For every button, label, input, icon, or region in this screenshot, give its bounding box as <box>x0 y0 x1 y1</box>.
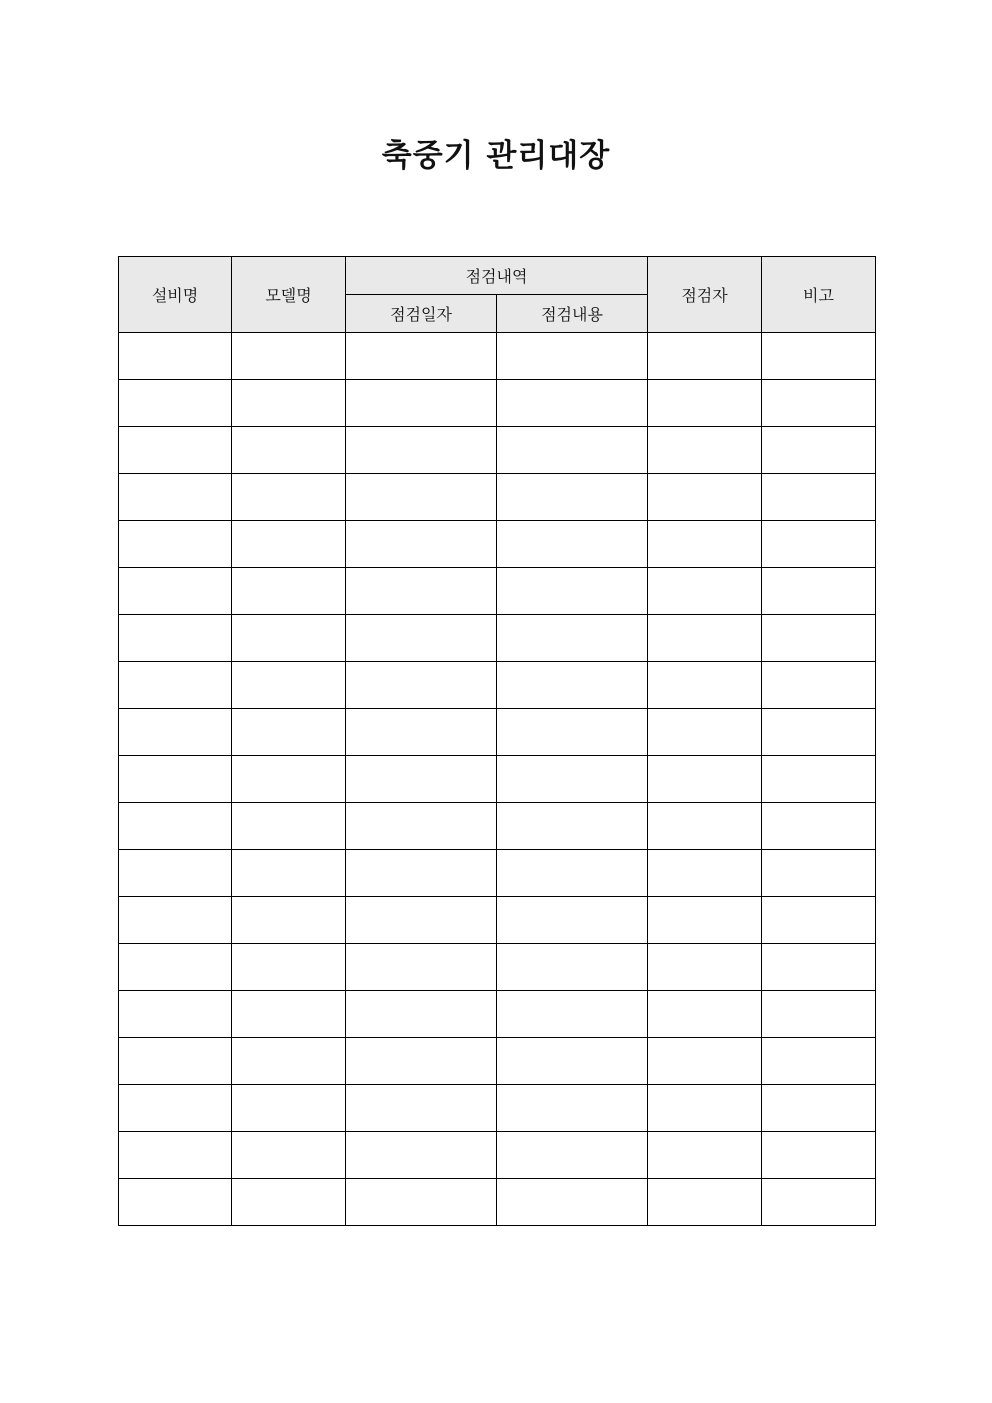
cell-inspection-content[interactable] <box>497 1179 648 1226</box>
cell-equipment-name[interactable] <box>119 662 232 709</box>
cell-equipment-name[interactable] <box>119 521 232 568</box>
cell-inspection-content[interactable] <box>497 803 648 850</box>
cell-remarks[interactable] <box>762 380 876 427</box>
table-row <box>119 333 876 380</box>
cell-model-name[interactable] <box>232 427 346 474</box>
cell-inspection-content[interactable] <box>497 662 648 709</box>
cell-inspector[interactable] <box>648 615 762 662</box>
cell-inspector[interactable] <box>648 709 762 756</box>
cell-remarks[interactable] <box>762 1132 876 1179</box>
cell-model-name[interactable] <box>232 568 346 615</box>
cell-inspector[interactable] <box>648 427 762 474</box>
table-row <box>119 850 876 897</box>
cell-equipment-name[interactable] <box>119 568 232 615</box>
cell-inspection-content[interactable] <box>497 1038 648 1085</box>
cell-inspector[interactable] <box>648 1038 762 1085</box>
cell-inspection-date[interactable] <box>346 380 497 427</box>
cell-inspector[interactable] <box>648 897 762 944</box>
cell-model-name[interactable] <box>232 1038 346 1085</box>
table-row <box>119 474 876 521</box>
cell-model-name[interactable] <box>232 333 346 380</box>
cell-inspector[interactable] <box>648 850 762 897</box>
cell-inspection-content[interactable] <box>497 568 648 615</box>
cell-inspection-date[interactable] <box>346 897 497 944</box>
cell-inspector[interactable] <box>648 568 762 615</box>
table-row <box>119 1038 876 1085</box>
cell-model-name[interactable] <box>232 850 346 897</box>
table-row <box>119 944 876 991</box>
table-row <box>119 803 876 850</box>
cell-inspector[interactable] <box>648 380 762 427</box>
cell-inspection-date[interactable] <box>346 1038 497 1085</box>
header-inspection-date: 점검일자 <box>346 295 497 333</box>
table-row <box>119 521 876 568</box>
cell-model-name[interactable] <box>232 897 346 944</box>
cell-remarks[interactable] <box>762 333 876 380</box>
cell-equipment-name[interactable] <box>119 427 232 474</box>
cell-model-name[interactable] <box>232 709 346 756</box>
cell-model-name[interactable] <box>232 1179 346 1226</box>
cell-remarks[interactable] <box>762 1038 876 1085</box>
cell-inspection-date[interactable] <box>346 756 497 803</box>
cell-equipment-name[interactable] <box>119 380 232 427</box>
cell-model-name[interactable] <box>232 803 346 850</box>
cell-equipment-name[interactable] <box>119 897 232 944</box>
cell-remarks[interactable] <box>762 474 876 521</box>
table-body <box>119 333 876 1226</box>
cell-equipment-name[interactable] <box>119 756 232 803</box>
cell-equipment-name[interactable] <box>119 850 232 897</box>
cell-inspection-date[interactable] <box>346 1085 497 1132</box>
cell-remarks[interactable] <box>762 568 876 615</box>
cell-remarks[interactable] <box>762 991 876 1038</box>
table-header <box>119 257 876 333</box>
cell-equipment-name[interactable] <box>119 991 232 1038</box>
cell-inspection-date[interactable] <box>346 1132 497 1179</box>
header-inspection-content: 점검내용 <box>497 295 648 333</box>
table-row <box>119 615 876 662</box>
cell-inspector[interactable] <box>648 1179 762 1226</box>
cell-inspection-content[interactable] <box>497 897 648 944</box>
cell-remarks[interactable] <box>762 897 876 944</box>
cell-inspector[interactable] <box>648 944 762 991</box>
cell-inspection-date[interactable] <box>346 709 497 756</box>
cell-inspection-date[interactable] <box>346 1179 497 1226</box>
cell-equipment-name[interactable] <box>119 1132 232 1179</box>
cell-model-name[interactable] <box>232 521 346 568</box>
header-inspection-history: 점검내역 <box>346 257 648 295</box>
cell-inspector[interactable] <box>648 1132 762 1179</box>
cell-inspector[interactable] <box>648 333 762 380</box>
cell-inspection-content[interactable] <box>497 474 648 521</box>
cell-inspection-date[interactable] <box>346 850 497 897</box>
cell-inspection-date[interactable] <box>346 662 497 709</box>
cell-inspection-content[interactable] <box>497 709 648 756</box>
management-ledger-table <box>118 256 876 1226</box>
cell-inspection-date[interactable] <box>346 474 497 521</box>
cell-remarks[interactable] <box>762 427 876 474</box>
cell-inspection-date[interactable] <box>346 568 497 615</box>
table-row <box>119 756 876 803</box>
cell-model-name[interactable] <box>232 756 346 803</box>
cell-inspection-date[interactable] <box>346 803 497 850</box>
cell-inspection-date[interactable] <box>346 991 497 1038</box>
cell-inspector[interactable] <box>648 756 762 803</box>
cell-model-name[interactable] <box>232 615 346 662</box>
cell-inspection-content[interactable] <box>497 944 648 991</box>
cell-remarks[interactable] <box>762 944 876 991</box>
cell-inspection-date[interactable] <box>346 427 497 474</box>
table-row <box>119 1085 876 1132</box>
cell-model-name[interactable] <box>232 474 346 521</box>
cell-model-name[interactable] <box>232 1132 346 1179</box>
cell-inspection-content[interactable] <box>497 1132 648 1179</box>
cell-inspection-content[interactable] <box>497 991 648 1038</box>
cell-remarks[interactable] <box>762 521 876 568</box>
cell-inspection-date[interactable] <box>346 944 497 991</box>
cell-inspection-date[interactable] <box>346 521 497 568</box>
cell-inspection-date[interactable] <box>346 333 497 380</box>
header-inspector: 점검자 <box>648 257 762 333</box>
cell-remarks[interactable] <box>762 709 876 756</box>
cell-inspector[interactable] <box>648 662 762 709</box>
cell-equipment-name[interactable] <box>119 709 232 756</box>
cell-inspector[interactable] <box>648 1085 762 1132</box>
table-row <box>119 897 876 944</box>
cell-equipment-name[interactable] <box>119 615 232 662</box>
cell-model-name[interactable] <box>232 662 346 709</box>
cell-equipment-name[interactable] <box>119 1179 232 1226</box>
header-model-name: 모델명 <box>232 257 346 333</box>
cell-inspection-content[interactable] <box>497 427 648 474</box>
table-row <box>119 991 876 1038</box>
cell-remarks[interactable] <box>762 615 876 662</box>
cell-inspection-content[interactable] <box>497 521 648 568</box>
header-row-top <box>119 257 876 295</box>
cell-inspection-content[interactable] <box>497 380 648 427</box>
header-remarks: 비고 <box>762 257 876 333</box>
cell-remarks[interactable] <box>762 850 876 897</box>
table-row <box>119 709 876 756</box>
header-equipment-name: 설비명 <box>119 257 232 333</box>
cell-equipment-name[interactable] <box>119 944 232 991</box>
cell-inspector[interactable] <box>648 803 762 850</box>
cell-equipment-name[interactable] <box>119 1085 232 1132</box>
document-title: 축중기 관리대장 <box>381 138 611 174</box>
cell-model-name[interactable] <box>232 380 346 427</box>
cell-inspection-content[interactable] <box>497 756 648 803</box>
cell-inspector[interactable] <box>648 521 762 568</box>
cell-equipment-name[interactable] <box>119 1038 232 1085</box>
cell-equipment-name[interactable] <box>119 803 232 850</box>
cell-remarks[interactable] <box>762 1085 876 1132</box>
cell-inspection-date[interactable] <box>346 615 497 662</box>
table-row <box>119 1132 876 1179</box>
cell-remarks[interactable] <box>762 662 876 709</box>
table-row <box>119 662 876 709</box>
table-row <box>119 1179 876 1226</box>
cell-model-name[interactable] <box>232 991 346 1038</box>
table-row <box>119 568 876 615</box>
cell-inspection-content[interactable] <box>497 615 648 662</box>
table-row <box>119 427 876 474</box>
cell-inspection-content[interactable] <box>497 1085 648 1132</box>
cell-equipment-name[interactable] <box>119 474 232 521</box>
cell-remarks[interactable] <box>762 1179 876 1226</box>
table-row <box>119 380 876 427</box>
cell-inspector[interactable] <box>648 991 762 1038</box>
cell-equipment-name[interactable] <box>119 333 232 380</box>
cell-model-name[interactable] <box>232 1085 346 1132</box>
cell-inspection-content[interactable] <box>497 333 648 380</box>
cell-remarks[interactable] <box>762 756 876 803</box>
cell-inspector[interactable] <box>648 474 762 521</box>
cell-inspection-content[interactable] <box>497 850 648 897</box>
cell-remarks[interactable] <box>762 803 876 850</box>
cell-model-name[interactable] <box>232 944 346 991</box>
